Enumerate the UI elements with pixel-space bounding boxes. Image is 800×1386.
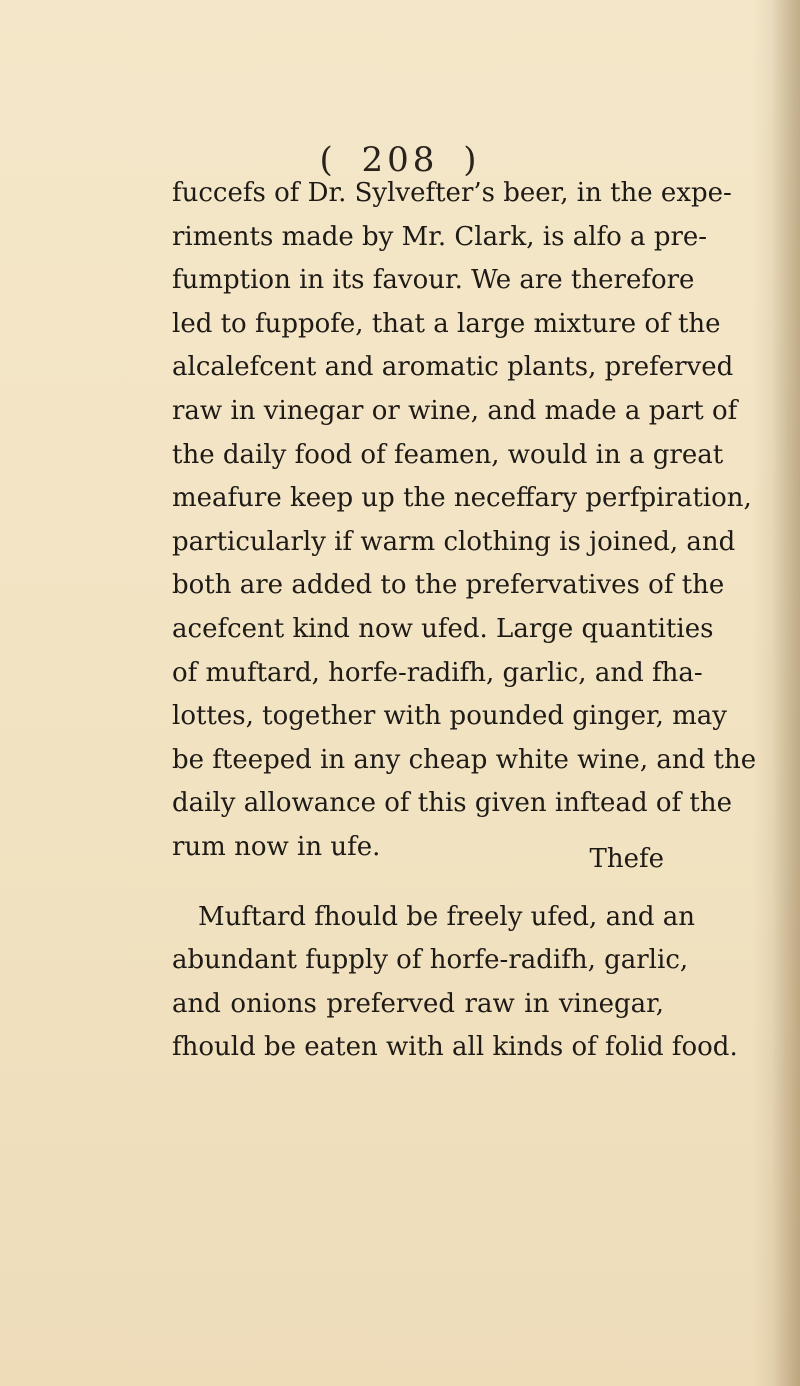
catchword: Thefe xyxy=(589,844,664,874)
text-line: alcalefcent and aromatic plants, preferved xyxy=(172,352,734,383)
page-edge-shadow xyxy=(772,0,800,1386)
text-line: of muftard, horfe-radifh, garlic, and fha- xyxy=(172,657,703,688)
text-line: abundant fupply of horfe-radifh, garlic, xyxy=(172,945,689,976)
text-line: fuccefs of Dr. Sylvefter’s beer, in the expe- xyxy=(172,178,732,208)
paragraph-2 xyxy=(172,896,738,1070)
page-number-header: ( 208 ) xyxy=(319,140,481,180)
text-line: fhould be eaten with all kinds of folid food. xyxy=(172,1032,738,1063)
text-line: acefcent kind now ufed. Large quantities xyxy=(172,613,714,644)
body-text xyxy=(172,172,757,1070)
text-line: the daily food of feamen, would in a great xyxy=(172,439,724,470)
text-line: both are added to the prefervatives of the xyxy=(172,570,725,601)
text-line: meafure keep up the neceffary perfpiration, xyxy=(172,483,752,514)
text-line: raw in vinegar or wine, and made a part of xyxy=(172,395,738,426)
text-line: particularly if warm clothing is joined, and xyxy=(172,526,736,557)
text-line: daily allowance of this given inftead of the xyxy=(172,788,732,819)
text-line: and onions preferved raw in vinegar, xyxy=(172,988,664,1019)
text-line: rum now in ufe. xyxy=(172,831,381,862)
paragraph-1 xyxy=(172,172,757,870)
text-line: be fteeped in any cheap white wine, and the xyxy=(172,744,757,775)
text-line: fumption in its favour. We are therefore xyxy=(172,265,695,296)
text-line: Muftard fhould be freely ufed, and an xyxy=(198,901,695,932)
text-line: led to fuppofe, that a large mixture of the xyxy=(172,308,721,339)
text-line: lottes, together with pounded ginger, may xyxy=(172,701,727,732)
text-line: riments made by Mr. Clark, is alfo a pre- xyxy=(172,221,708,252)
